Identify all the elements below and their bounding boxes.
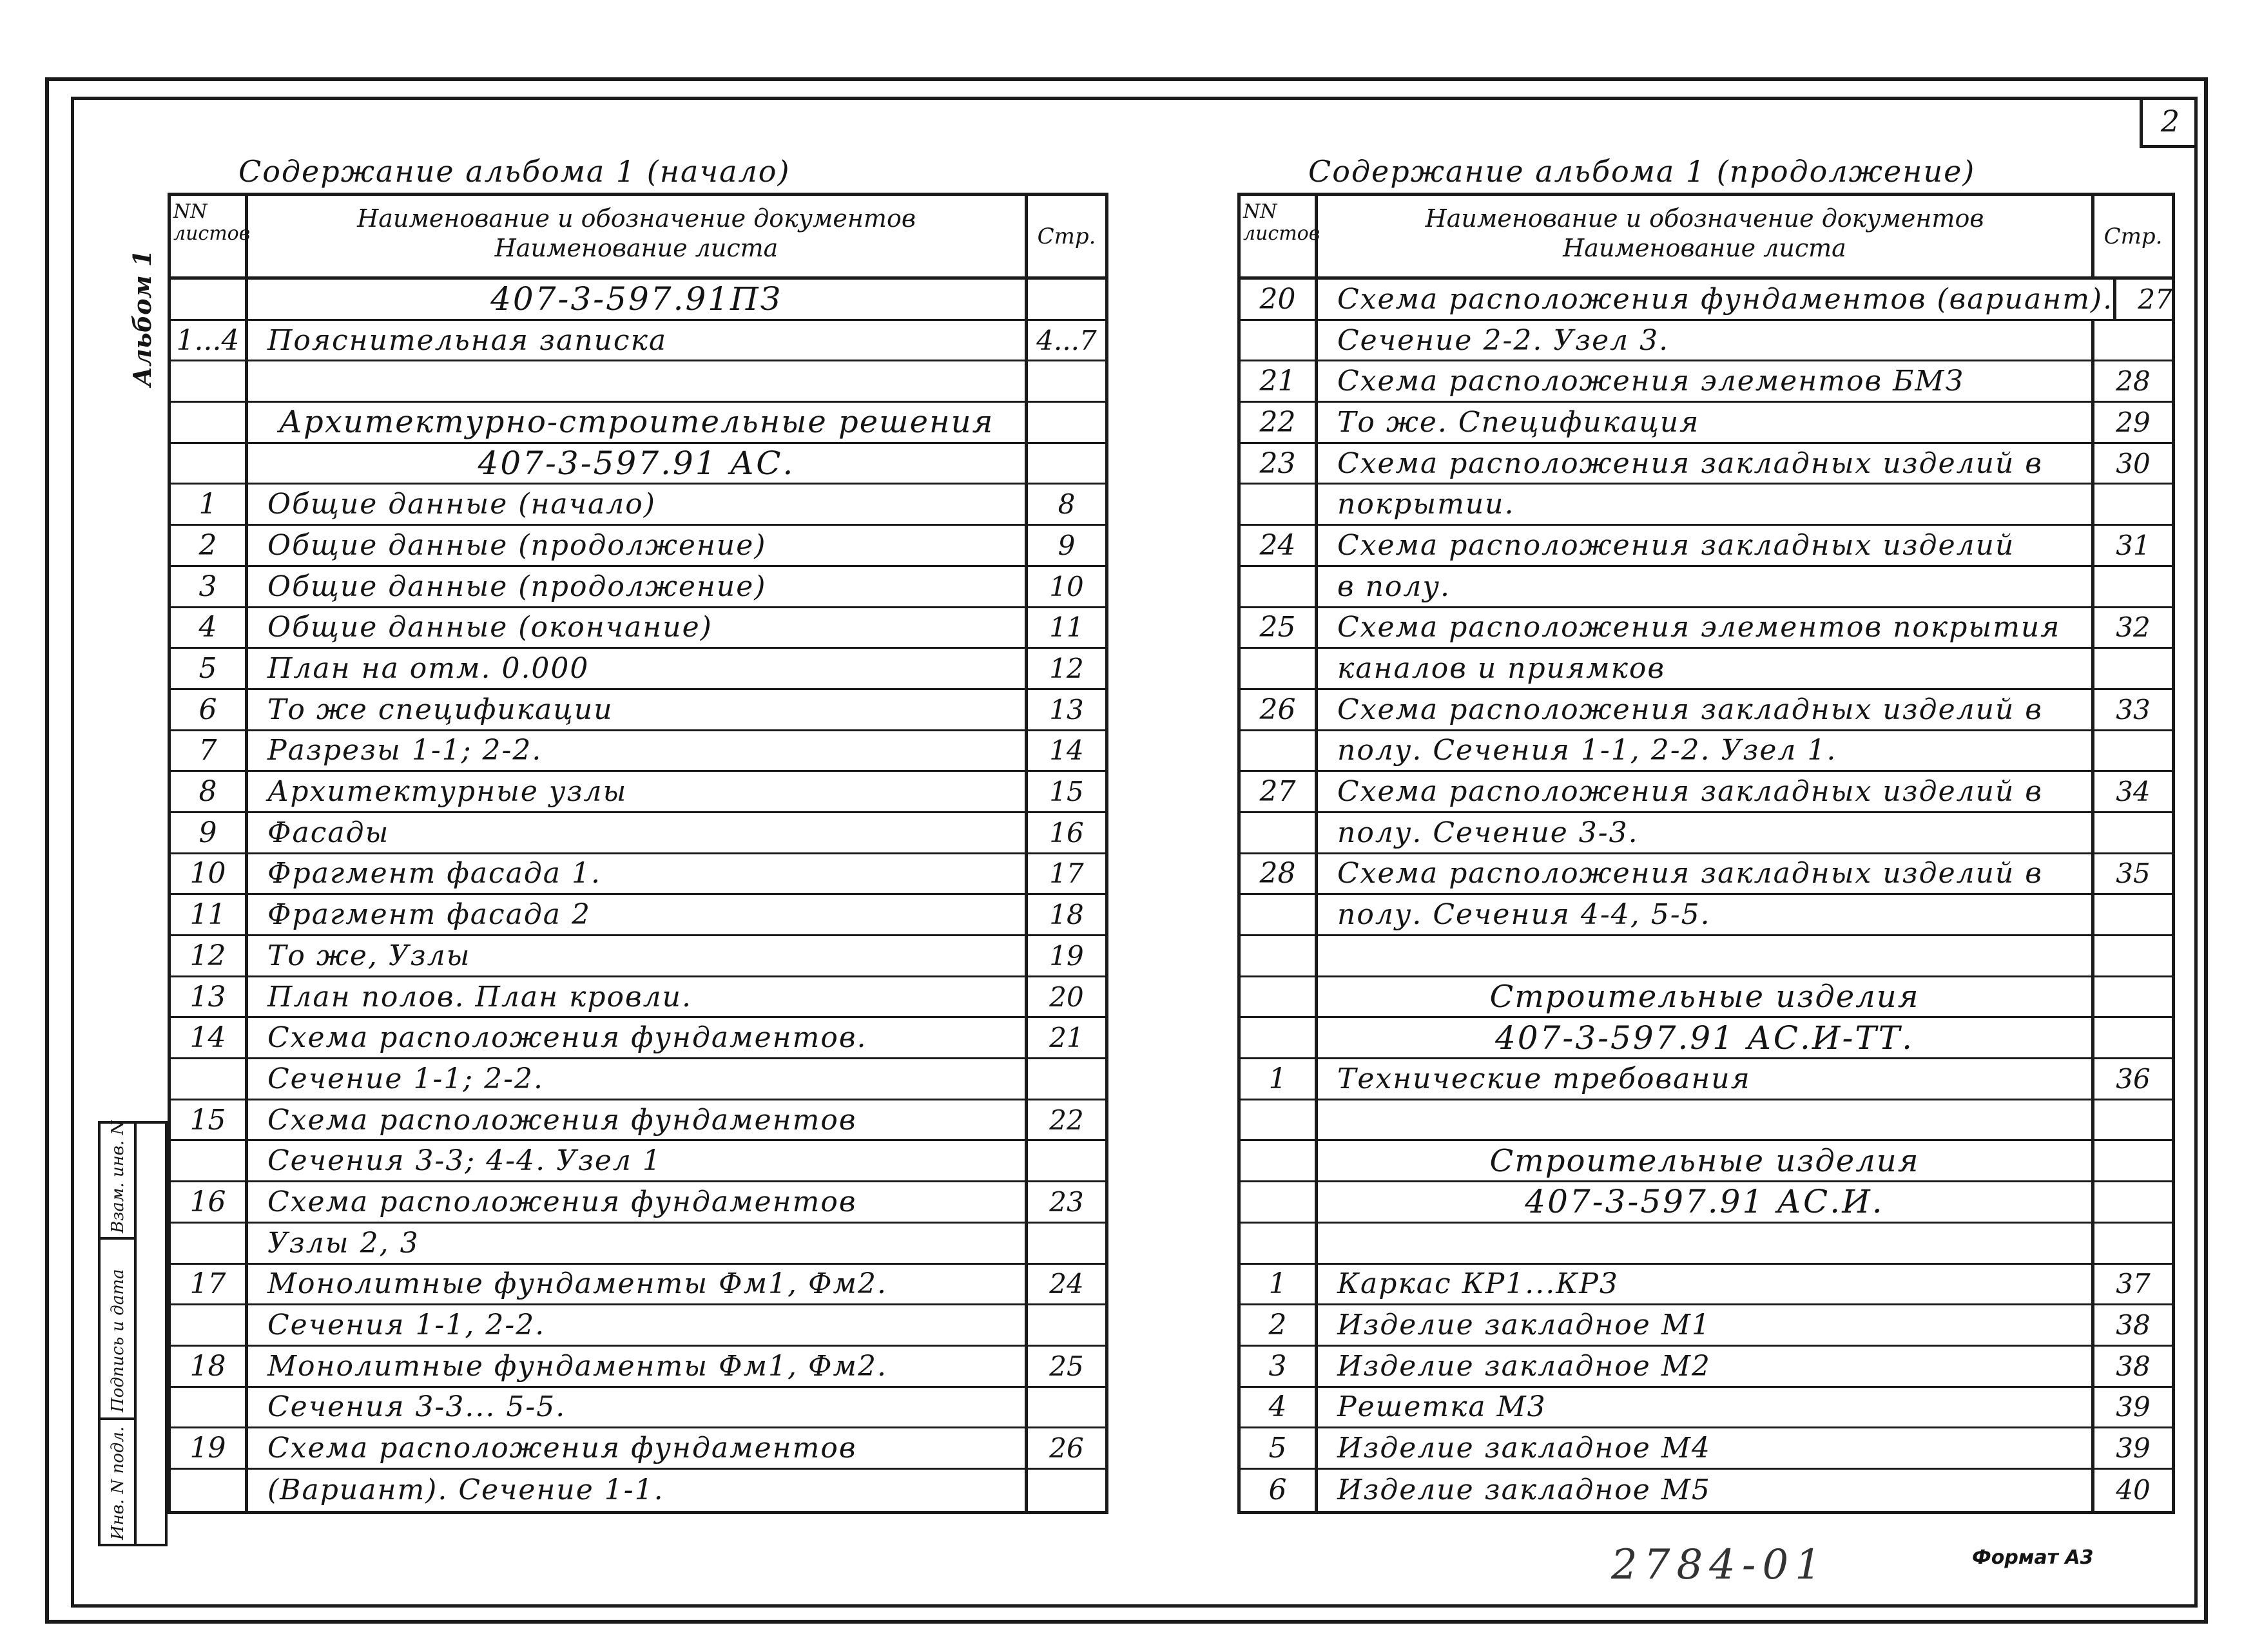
row-sheet-name: [1318, 1224, 2094, 1263]
row-sheet-name: Архитектурные узлы: [248, 772, 1028, 811]
row-sheet-no: [171, 1388, 248, 1427]
row-page: 35: [2116, 858, 2151, 890]
row-sheet-name: Схема расположения элементов БМЗ: [1318, 361, 2094, 401]
row-sheet-name: Изделие закладное М4: [1318, 1428, 2094, 1468]
row-sheet-no: [171, 403, 248, 442]
row-sheet-name: Сечение 2-2. Узел 3.: [1318, 321, 2094, 360]
row-sheet-name: Схема расположения фундаментов: [248, 1100, 1028, 1140]
toc-right-header: [1241, 196, 2172, 280]
row-page: 36: [2116, 1062, 2151, 1095]
row-sheet-no: [1241, 1100, 1318, 1140]
row-sheet-name: Строительные изделия: [1318, 1141, 2094, 1180]
toc-right: [1237, 149, 2175, 1509]
toc-row: [171, 444, 1105, 485]
toc-row: [171, 1347, 1105, 1388]
row-page: [1028, 444, 1105, 483]
header-sheet-no: NN листов: [171, 196, 248, 276]
row-sheet-no: 15: [171, 1100, 248, 1140]
toc-row: [171, 1141, 1105, 1182]
toc-row: [171, 854, 1105, 896]
row-page: 13: [1049, 693, 1084, 725]
row-page: 15: [1049, 776, 1084, 808]
toc-row: [1241, 936, 2172, 977]
toc-row: [1241, 813, 2172, 854]
row-page: 40: [2116, 1474, 2151, 1506]
row-page: 14: [1049, 735, 1084, 767]
row-sheet-name: Схема расположения закладных изделий в: [1318, 690, 2094, 729]
row-sheet-name: покрытии.: [1318, 485, 2094, 524]
toc-row: [1241, 1305, 2172, 1347]
row-page: 17: [1049, 858, 1084, 890]
row-sheet-name: каналов и приямков: [1318, 649, 2094, 688]
row-sheet-name: Схема расположения закладных изделий в: [1318, 854, 2094, 894]
toc-row: [1241, 977, 2172, 1019]
row-page: [1028, 1305, 1105, 1345]
row-sheet-no: 1...4: [171, 321, 248, 360]
toc-row: [171, 1388, 1105, 1429]
toc-right-table: [1237, 196, 2175, 1514]
toc-row: [1241, 1059, 2172, 1100]
toc-left-table: [168, 196, 1108, 1514]
toc-row: [1241, 649, 2172, 690]
row-sheet-name: полу. Сечения 4-4, 5-5.: [1318, 895, 2094, 934]
toc-left-header: [171, 196, 1105, 280]
row-sheet-name: Общие данные (продолжение): [248, 526, 1028, 565]
stamp-cell-inventory: [101, 1420, 134, 1544]
row-page: [1028, 1388, 1105, 1427]
toc-row: [171, 1059, 1105, 1100]
row-sheet-name: Фрагмент фасада 1.: [248, 854, 1028, 894]
row-page: 34: [2116, 776, 2151, 808]
row-sheet-no: 6: [1241, 1470, 1318, 1511]
row-sheet-no: 18: [171, 1347, 248, 1386]
row-sheet-no: [1241, 977, 1318, 1017]
row-sheet-name: Схема расположения фундаментов (вариант).: [1318, 280, 2116, 319]
row-page: [1028, 1059, 1105, 1099]
row-sheet-no: 27: [1241, 772, 1318, 811]
header-name-line1: Наименование и обозначение документов: [1425, 204, 1984, 233]
toc-row: [1241, 403, 2172, 444]
row-sheet-name: полу. Сечение 3-3.: [1318, 813, 2094, 852]
row-sheet-name: Схема расположения закладных изделий в: [1318, 444, 2094, 483]
row-sheet-no: 3: [1241, 1347, 1318, 1386]
row-page: 29: [2116, 406, 2151, 438]
row-sheet-name: Пояснительная записка: [248, 321, 1028, 360]
row-page: 39: [2116, 1391, 2151, 1423]
format-label: Формат А3: [1972, 1546, 2094, 1569]
toc-row: [171, 1100, 1105, 1142]
stamp-cell-replace: [101, 1120, 134, 1240]
row-page: 20: [1049, 981, 1084, 1013]
row-sheet-name: Общие данные (окончание): [248, 608, 1028, 648]
row-sheet-no: 23: [1241, 444, 1318, 483]
row-sheet-name: (Вариант). Сечение 1-1.: [248, 1470, 1028, 1511]
toc-row: [171, 321, 1105, 362]
toc-row: [171, 526, 1105, 567]
row-page: [2094, 895, 2172, 934]
row-sheet-no: 4: [171, 608, 248, 648]
header-name-line1: Наименование и обозначение документов: [357, 204, 916, 233]
row-page: [1028, 1224, 1105, 1263]
toc-row: [171, 280, 1105, 321]
row-sheet-name: То же спецификации: [248, 690, 1028, 729]
toc-left-body: [171, 280, 1105, 1511]
row-sheet-no: 12: [171, 936, 248, 975]
row-sheet-name: Монолитные фундаменты Фм1, Фм2.: [248, 1347, 1028, 1386]
toc-row: [171, 1305, 1105, 1347]
row-page: [2094, 936, 2172, 975]
toc-row: [1241, 608, 2172, 649]
row-sheet-no: 20: [1241, 280, 1318, 319]
row-sheet-no: [1241, 813, 1318, 852]
row-page: 23: [1049, 1186, 1084, 1218]
row-sheet-name: Схема расположения фундаментов: [248, 1182, 1028, 1222]
toc-row: [171, 1018, 1105, 1059]
header-name: [248, 196, 1028, 276]
row-sheet-name: Изделие закладное М2: [1318, 1347, 2094, 1386]
row-page: 18: [1049, 899, 1084, 931]
row-page: 37: [2116, 1268, 2151, 1300]
row-page: 32: [2116, 611, 2151, 644]
row-sheet-name: в полу.: [1318, 567, 2094, 606]
toc-row: [171, 1470, 1105, 1511]
stamp-divider: [134, 1124, 137, 1544]
row-sheet-name: [1318, 936, 2094, 975]
row-sheet-name: 407-3-597.91 АС.И-ТТ.: [1318, 1018, 2094, 1057]
toc-row: [171, 1265, 1105, 1306]
row-sheet-no: 25: [1241, 608, 1318, 648]
row-sheet-no: 5: [171, 649, 248, 688]
row-sheet-no: [171, 1305, 248, 1345]
toc-row: [1241, 854, 2172, 896]
row-sheet-no: [171, 444, 248, 483]
header-name-line2: Наименование листа: [1563, 234, 1846, 262]
row-page: 8: [1058, 488, 1076, 521]
row-sheet-name: Архитектурно-строительные решения: [248, 403, 1028, 442]
row-sheet-no: 21: [1241, 361, 1318, 401]
row-sheet-name: Разрезы 1-1; 2-2.: [248, 731, 1028, 771]
toc-row: [1241, 772, 2172, 813]
row-page: [2094, 1100, 2172, 1140]
row-page: [2094, 1018, 2172, 1057]
toc-row: [1241, 1428, 2172, 1470]
row-sheet-name: Каркас КР1...КР3: [1318, 1265, 2094, 1304]
row-sheet-name: План полов. План кровли.: [248, 977, 1028, 1017]
toc-row: [171, 1182, 1105, 1224]
row-page: [2094, 1182, 2172, 1222]
row-page: 24: [1049, 1268, 1084, 1300]
row-page: 26: [1049, 1432, 1084, 1465]
toc-right-title: Содержание альбома 1 (продолжение): [1237, 149, 2175, 196]
row-sheet-no: [1241, 485, 1318, 524]
row-page: [2094, 977, 2172, 1017]
row-sheet-name: Решетка М3: [1318, 1388, 2094, 1427]
row-sheet-no: 2: [1241, 1305, 1318, 1345]
row-sheet-no: 1: [171, 485, 248, 524]
toc-row: [171, 1224, 1105, 1265]
row-sheet-no: 14: [171, 1018, 248, 1057]
row-page: [2094, 649, 2172, 688]
toc-right-body: [1241, 280, 2172, 1511]
toc-row: [1241, 895, 2172, 936]
row-page: [1028, 280, 1105, 319]
approval-stamp: [98, 1121, 168, 1546]
row-sheet-no: 17: [171, 1265, 248, 1304]
toc-row: [171, 772, 1105, 813]
row-page: 38: [2116, 1309, 2151, 1341]
row-page: 31: [2116, 529, 2151, 561]
row-page: [2094, 1141, 2172, 1180]
row-page: 10: [1049, 570, 1084, 602]
row-sheet-name: Схема расположения элементов покрытия: [1318, 608, 2094, 648]
toc-row: [171, 731, 1105, 773]
header-sheet-no: NN листов: [1241, 196, 1318, 276]
row-sheet-name: полу. Сечения 1-1, 2-2. Узел 1.: [1318, 731, 2094, 771]
row-sheet-no: [171, 361, 248, 401]
row-sheet-name: Сечения 1-1, 2-2.: [248, 1305, 1028, 1345]
row-sheet-name: Схема расположения фундаментов: [248, 1428, 1028, 1468]
row-sheet-no: 10: [171, 854, 248, 894]
row-page: 9: [1058, 529, 1076, 561]
toc-row: [1241, 1347, 2172, 1388]
row-page: [2094, 321, 2172, 360]
row-sheet-name: Схема расположения фундаментов.: [248, 1018, 1028, 1057]
row-sheet-name: [248, 361, 1028, 401]
row-page: 38: [2116, 1350, 2151, 1382]
row-sheet-no: [1241, 1224, 1318, 1263]
row-sheet-no: 8: [171, 772, 248, 811]
row-sheet-no: [171, 1059, 248, 1099]
toc-row: [1241, 485, 2172, 526]
toc-row: [1241, 1224, 2172, 1265]
row-sheet-no: [171, 1470, 248, 1511]
row-page: 11: [1049, 611, 1084, 644]
toc-row: [171, 977, 1105, 1019]
toc-row: [1241, 1182, 2172, 1224]
toc-row: [1241, 567, 2172, 608]
row-sheet-no: 3: [171, 567, 248, 606]
row-sheet-name: План на отм. 0.000: [248, 649, 1028, 688]
row-sheet-no: 7: [171, 731, 248, 771]
toc-row: [1241, 361, 2172, 403]
row-sheet-no: 2: [171, 526, 248, 565]
row-sheet-name: 407-3-597.91 АС.И.: [1318, 1182, 2094, 1222]
row-sheet-no: [171, 280, 248, 319]
toc-row: [171, 690, 1105, 731]
toc-row: [171, 361, 1105, 403]
row-page: [2094, 567, 2172, 606]
row-page: 30: [2116, 447, 2151, 479]
row-page: 21: [1049, 1022, 1084, 1054]
row-sheet-name: 407-3-597.91ПЗ: [248, 280, 1028, 319]
row-page: 25: [1049, 1350, 1084, 1382]
row-sheet-name: Фрагмент фасада 2: [248, 895, 1028, 934]
row-sheet-no: [1241, 936, 1318, 975]
row-sheet-no: 16: [171, 1182, 248, 1222]
row-sheet-no: 26: [1241, 690, 1318, 729]
row-sheet-no: [1241, 567, 1318, 606]
toc-row: [1241, 690, 2172, 731]
header-page: Стр.: [1037, 223, 1096, 249]
stamp-cell-signature: [101, 1240, 134, 1420]
stamp-label-replace: Взам. инв. N: [108, 1120, 128, 1233]
row-sheet-no: [1241, 321, 1318, 360]
toc-row: [1241, 1100, 2172, 1142]
row-sheet-no: 9: [171, 813, 248, 852]
row-sheet-no: 4: [1241, 1388, 1318, 1427]
toc-row: [1241, 1470, 2172, 1511]
row-page: [1028, 361, 1105, 401]
toc-row: [1241, 1388, 2172, 1429]
row-sheet-name: Технические требования: [1318, 1059, 2094, 1099]
row-page: 12: [1049, 653, 1084, 685]
row-sheet-name: Сечение 1-1; 2-2.: [248, 1059, 1028, 1099]
row-page: [1028, 1141, 1105, 1180]
header-name-line2: Наименование листа: [494, 234, 778, 262]
row-sheet-name: То же. Спецификация: [1318, 403, 2094, 442]
row-sheet-name: Сечения 3-3... 5-5.: [248, 1388, 1028, 1427]
toc-row: [1241, 1265, 2172, 1306]
row-page: [1028, 1470, 1105, 1511]
row-sheet-name: Схема расположения закладных изделий: [1318, 526, 2094, 565]
toc-row: [171, 936, 1105, 977]
toc-row: [1241, 1141, 2172, 1182]
row-sheet-no: 1: [1241, 1265, 1318, 1304]
row-sheet-no: 19: [171, 1428, 248, 1468]
row-page: 33: [2116, 693, 2151, 725]
toc-row: [171, 485, 1105, 526]
row-sheet-name: Общие данные (продолжение): [248, 567, 1028, 606]
row-page: 22: [1049, 1104, 1084, 1136]
row-sheet-no: 28: [1241, 854, 1318, 894]
row-sheet-no: [1241, 1018, 1318, 1057]
header-page: Стр.: [2103, 223, 2163, 249]
document-number: 2784-01: [1611, 1541, 1828, 1589]
toc-row: [1241, 1018, 2172, 1059]
toc-row: [1241, 280, 2172, 321]
row-sheet-name: Схема расположения закладных изделий в: [1318, 772, 2094, 811]
row-page: [2094, 813, 2172, 852]
row-page: [2094, 485, 2172, 524]
row-sheet-name: Строительные изделия: [1318, 977, 2094, 1017]
toc-row: [171, 608, 1105, 649]
row-page: 19: [1049, 939, 1084, 972]
row-sheet-no: 11: [171, 895, 248, 934]
row-sheet-no: [1241, 731, 1318, 771]
page-number: 2: [2140, 97, 2198, 148]
row-sheet-name: Монолитные фундаменты Фм1, Фм2.: [248, 1265, 1028, 1304]
row-sheet-no: [1241, 1182, 1318, 1222]
toc-row: [171, 895, 1105, 936]
row-page: [2094, 731, 2172, 771]
row-page: 4...7: [1036, 324, 1097, 356]
toc-row: [1241, 526, 2172, 567]
toc-left: [168, 149, 1108, 1509]
toc-row: [1241, 444, 2172, 485]
row-sheet-name: Изделие закладное М5: [1318, 1470, 2094, 1511]
row-sheet-name: [1318, 1100, 2094, 1140]
row-sheet-no: [1241, 649, 1318, 688]
row-page: 28: [2116, 365, 2151, 398]
row-sheet-no: [1241, 1141, 1318, 1180]
row-sheet-no: 24: [1241, 526, 1318, 565]
album-side-label-text: Альбом 1: [128, 249, 157, 387]
stamp-label-signature: Подпись и дата: [108, 1269, 128, 1412]
row-sheet-name: Изделие закладное М1: [1318, 1305, 2094, 1345]
row-page: [2094, 1224, 2172, 1263]
row-sheet-no: 22: [1241, 403, 1318, 442]
header-name: [1318, 196, 2094, 276]
row-sheet-name: Узлы 2, 3: [248, 1224, 1028, 1263]
row-sheet-name: Фасады: [248, 813, 1028, 852]
row-sheet-no: [171, 1141, 248, 1180]
row-sheet-no: 13: [171, 977, 248, 1017]
row-sheet-no: [1241, 895, 1318, 934]
row-sheet-no: [171, 1224, 248, 1263]
row-sheet-no: 5: [1241, 1428, 1318, 1468]
toc-row: [1241, 321, 2172, 362]
toc-row: [171, 813, 1105, 854]
toc-row: [171, 649, 1105, 690]
row-page: 39: [2116, 1432, 2151, 1465]
row-page: 27: [2138, 283, 2172, 315]
toc-row: [171, 1428, 1105, 1470]
row-sheet-name: То же, Узлы: [248, 936, 1028, 975]
row-page: 16: [1049, 816, 1084, 849]
row-sheet-no: 1: [1241, 1059, 1318, 1099]
toc-row: [1241, 731, 2172, 773]
row-page: [1028, 403, 1105, 442]
row-sheet-name: 407-3-597.91 АС.: [248, 444, 1028, 483]
album-side-label: [122, 155, 161, 412]
row-sheet-name: Общие данные (начало): [248, 485, 1028, 524]
toc-left-title: Содержание альбома 1 (начало): [168, 149, 1108, 196]
row-sheet-name: Сечения 3-3; 4-4. Узел 1: [248, 1141, 1028, 1180]
toc-row: [171, 403, 1105, 444]
toc-row: [171, 567, 1105, 608]
stamp-label-inventory: Инв. N подл.: [108, 1426, 128, 1540]
row-sheet-no: 6: [171, 690, 248, 729]
